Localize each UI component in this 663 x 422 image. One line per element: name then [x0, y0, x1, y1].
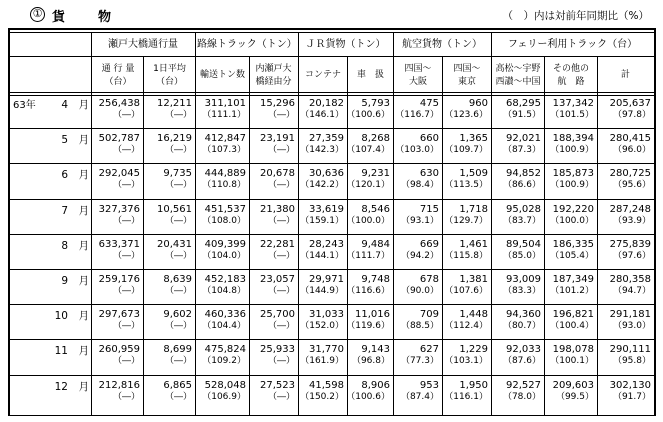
cell-bridge-total-value: 297,673: [98, 309, 140, 321]
cell-air-osaka-ratio: （93.1）: [400, 215, 439, 226]
cell-jr-wagon-value: 8,546: [361, 203, 390, 215]
cell-air-osaka-ratio: （77.3）: [400, 356, 439, 367]
cell-air-osaka-value: 627: [419, 344, 439, 356]
cell-ferry-takamatsu-ratio: （83.7）: [502, 215, 541, 226]
cell-bridge-total-ratio: （―）: [112, 145, 140, 156]
cell-bridge-daily-value: 8,699: [163, 344, 192, 356]
cell-ferry-takamatsu-value: 92,021: [506, 133, 541, 145]
col-sub-ferry-total: 計: [620, 70, 630, 80]
ratio-note: （ ）内は対前年同期比（%）: [502, 10, 649, 22]
cell-jr-container-ratio: （142.3）: [300, 145, 344, 156]
rule-sub-header2: [9, 95, 655, 96]
cell-air-osaka-value: 630: [419, 168, 439, 180]
cell-ferry-other-value: 185,873: [552, 168, 594, 180]
cell-truck-tons-value: 311,101: [204, 98, 246, 109]
cell-air-osaka-ratio: （116.7）: [395, 110, 439, 120]
rule-row-sep: [9, 304, 655, 305]
cell-bridge-daily-ratio: （―）: [164, 391, 192, 402]
cell-truck-tons-value: 412,847: [204, 133, 246, 145]
cell-air-tokyo-ratio: （113.5）: [444, 180, 488, 191]
cell-air-tokyo-value: 1,509: [459, 168, 488, 180]
cell-jr-wagon-ratio: （120.1）: [346, 180, 390, 191]
cell-jr-container-ratio: （161.9）: [300, 356, 344, 367]
cell-air-osaka-ratio: （103.0）: [395, 145, 439, 156]
col-sub-ferry-takamatsu-l1: 高松～宇野: [495, 64, 541, 74]
cell-ferry-total-value: 287,248: [609, 203, 651, 215]
col-sub-air-osaka-l1: 四国～: [404, 64, 432, 74]
cell-jr-wagon-value: 9,748: [361, 274, 390, 285]
cell-ferry-total-value: 302,130: [609, 379, 651, 391]
cell-air-tokyo-value: 960: [468, 98, 488, 109]
cell-bridge-total-value: 292,045: [98, 168, 140, 180]
cell-ferry-other-ratio: （99.5）: [555, 391, 594, 402]
rule-top: [9, 29, 655, 30]
cell-jr-wagon-ratio: （111.7）: [346, 250, 390, 261]
col-sub-jr-wagon: 車 扱: [356, 70, 384, 80]
cell-air-osaka-ratio: （98.4）: [400, 180, 439, 191]
rule-row-sep: [9, 375, 655, 376]
cell-bridge-daily-value: 6,865: [163, 379, 192, 391]
row-year-label: 63年: [13, 100, 36, 111]
cell-bridge-total-ratio: （―）: [112, 250, 140, 261]
cell-truck-tons-value: 451,537: [204, 203, 246, 215]
cell-truck-bridge-ratio: （―）: [267, 215, 295, 226]
col-group-jr: ＪＲ貨物（トン）: [305, 39, 386, 50]
cell-ferry-takamatsu-ratio: （83.3）: [502, 286, 541, 296]
cell-jr-container-value: 27,359: [309, 133, 344, 145]
cell-bridge-daily-ratio: （―）: [164, 286, 192, 296]
cell-truck-tons-value: 452,183: [204, 274, 246, 285]
cell-truck-bridge-value: 23,191: [260, 133, 295, 145]
cell-air-tokyo-ratio: （112.4）: [444, 321, 488, 332]
cell-air-tokyo-ratio: （115.8）: [444, 250, 488, 261]
cell-ferry-takamatsu-value: 89,504: [506, 238, 541, 250]
cell-bridge-total-value: 259,176: [98, 274, 140, 285]
rule-row-sep: [9, 163, 655, 164]
cell-jr-wagon-value: 9,484: [361, 238, 390, 250]
col-sub-bridge-daily-l1: 1日平均: [153, 64, 186, 74]
cell-bridge-total-value: 260,959: [98, 344, 140, 356]
cell-truck-tons-ratio: （109.2）: [202, 356, 246, 367]
cell-ferry-other-ratio: （100.9）: [550, 180, 594, 191]
col-sub-truck-bridge-l1: 内瀬戸大: [255, 64, 292, 74]
rule-row-sep: [9, 269, 655, 270]
cell-truck-tons-value: 475,824: [204, 344, 246, 356]
cell-truck-bridge-ratio: （―）: [267, 391, 295, 402]
cell-truck-tons-ratio: （111.1）: [202, 110, 246, 120]
cell-jr-wagon-ratio: （107.4）: [346, 145, 390, 156]
cell-ferry-total-ratio: （96.0）: [612, 145, 651, 156]
col-sub-bridge-total-l2: （台）: [104, 77, 132, 87]
cell-air-osaka-value: 669: [419, 238, 439, 250]
cell-truck-bridge-ratio: （―）: [267, 110, 295, 120]
cell-air-tokyo-value: 1,448: [459, 309, 488, 321]
cell-bridge-daily-value: 16,219: [157, 133, 192, 145]
rule-row-sep: [9, 339, 655, 340]
cell-air-osaka-value: 678: [419, 274, 439, 285]
cell-jr-wagon-ratio: （100.6）: [346, 110, 390, 120]
cell-bridge-total-ratio: （―）: [112, 321, 140, 332]
cell-ferry-other-ratio: （100.9）: [550, 145, 594, 156]
cell-air-osaka-value: 953: [419, 379, 439, 391]
cell-truck-tons-ratio: （104.0）: [202, 250, 246, 261]
cell-bridge-daily-ratio: （―）: [164, 321, 192, 332]
cell-bridge-total-ratio: （―）: [112, 215, 140, 226]
cell-ferry-other-value: 196,821: [552, 309, 594, 321]
cell-ferry-total-value: 275,839: [609, 238, 651, 250]
col-sub-jr-container: コンテナ: [304, 70, 341, 80]
cell-ferry-takamatsu-value: 68,295: [506, 98, 541, 109]
cell-jr-container-value: 31,033: [309, 309, 344, 321]
cell-truck-bridge-value: 23,057: [260, 274, 295, 285]
row-month-label: 11 月: [54, 345, 89, 358]
cell-bridge-daily-value: 20,431: [157, 238, 192, 250]
rule-right: [654, 29, 655, 415]
cell-truck-bridge-value: 27,523: [260, 379, 295, 391]
cell-truck-bridge-value: 25,700: [260, 309, 295, 321]
cell-ferry-takamatsu-value: 92,527: [506, 379, 541, 391]
cell-ferry-total-value: 205,637: [609, 98, 651, 109]
col-sub-bridge-total-l1: 通 行 量: [101, 64, 135, 74]
col-group-air: 航空貨物（トン）: [402, 39, 482, 50]
cell-jr-wagon-value: 9,143: [361, 344, 390, 356]
cell-ferry-total-ratio: （94.7）: [612, 286, 651, 296]
cell-ferry-takamatsu-value: 95,028: [506, 203, 541, 215]
cell-bridge-total-value: 502,787: [98, 133, 140, 145]
col-sub-air-osaka-l2: 大阪: [408, 77, 427, 87]
cell-ferry-takamatsu-ratio: （87.6）: [502, 356, 541, 367]
cell-ferry-total-ratio: （93.9）: [612, 215, 651, 226]
cell-ferry-takamatsu-ratio: （87.3）: [502, 145, 541, 156]
cell-truck-bridge-ratio: （―）: [267, 286, 295, 296]
cell-bridge-daily-value: 9,735: [163, 168, 192, 180]
cell-ferry-takamatsu-ratio: （91.5）: [502, 110, 541, 120]
cell-truck-tons-ratio: （107.3）: [202, 145, 246, 156]
cell-truck-bridge-value: 22,281: [260, 238, 295, 250]
row-month-label: 9 月: [61, 275, 89, 287]
col-sub-ferry-other-l2: 航 路: [557, 77, 585, 87]
cell-ferry-total-ratio: （95.8）: [612, 356, 651, 367]
cell-ferry-other-value: 187,349: [552, 274, 594, 285]
cell-air-osaka-ratio: （90.0）: [400, 286, 439, 296]
row-month-label: 8 月: [61, 239, 89, 252]
cell-jr-container-ratio: （159.1）: [300, 215, 344, 226]
col-sub-truck-bridge-l2: 橋経由分: [255, 77, 292, 87]
cell-jr-container-ratio: （150.2）: [300, 391, 344, 402]
page-title: 貨 物: [52, 10, 122, 25]
cell-truck-bridge-value: 21,380: [260, 203, 295, 215]
cell-ferry-other-value: 209,603: [552, 379, 594, 391]
cell-ferry-total-ratio: （97.6）: [612, 250, 651, 261]
cell-ferry-takamatsu-ratio: （85.0）: [502, 250, 541, 261]
cell-air-osaka-ratio: （87.4）: [400, 391, 439, 402]
col-group-bridge: 瀬戸大橋通行量: [108, 39, 178, 50]
cell-air-osaka-value: 709: [419, 309, 439, 321]
rule-row-sep: [9, 128, 655, 129]
rule-left: [9, 29, 10, 415]
cell-air-tokyo-value: 1,718: [459, 203, 488, 215]
cell-bridge-daily-ratio: （―）: [164, 145, 192, 156]
cell-bridge-total-value: 327,376: [98, 203, 140, 215]
col-sub-truck-tons: 輸送トン数: [199, 70, 245, 80]
cell-ferry-other-ratio: （105.4）: [550, 250, 594, 261]
cell-bridge-total-value: 633,371: [98, 238, 140, 250]
cell-ferry-total-value: 291,181: [609, 309, 651, 321]
cell-air-osaka-ratio: （88.5）: [400, 321, 439, 332]
cell-bridge-total-ratio: （―）: [112, 356, 140, 367]
cell-air-tokyo-ratio: （103.1）: [444, 356, 488, 367]
cell-bridge-total-ratio: （―）: [112, 180, 140, 191]
cell-jr-container-value: 31,770: [309, 344, 344, 356]
cell-ferry-takamatsu-ratio: （80.7）: [502, 321, 541, 332]
rule-group-header: [9, 56, 655, 57]
cell-ferry-takamatsu-value: 94,360: [506, 309, 541, 321]
col-sub-bridge-daily-l2: （台）: [155, 77, 183, 87]
col-sub-ferry-takamatsu-l2: 西讃～中国: [495, 77, 541, 87]
col-sub-ferry-other-l1: その他の: [552, 64, 589, 74]
cell-air-tokyo-ratio: （116.1）: [444, 391, 488, 402]
cell-ferry-takamatsu-value: 93,009: [506, 274, 541, 285]
cell-truck-tons-value: 528,048: [204, 379, 246, 391]
row-month-label: 7 月: [61, 204, 89, 217]
cell-ferry-other-ratio: （100.0）: [550, 215, 594, 226]
cell-bridge-total-value: 212,816: [98, 379, 140, 391]
cell-jr-container-value: 41,598: [309, 379, 344, 391]
cell-air-tokyo-ratio: （107.6）: [444, 286, 488, 296]
cell-ferry-total-value: 290,111: [609, 344, 651, 356]
rule-top2: [9, 32, 655, 33]
title-row: [0, 4, 663, 26]
cell-bridge-daily-ratio: （―）: [164, 180, 192, 191]
col-group-ferry: フェリー利用トラック（台）: [507, 39, 638, 50]
row-month-label: 12 月: [54, 380, 89, 393]
cell-jr-container-value: 29,971: [309, 274, 344, 285]
cell-jr-wagon-value: 11,016: [355, 309, 390, 321]
cell-air-osaka-value: 475: [419, 98, 439, 109]
rule-row-sep: [9, 234, 655, 235]
cell-ferry-takamatsu-value: 94,852: [506, 168, 541, 180]
cell-truck-tons-ratio: （104.4）: [202, 321, 246, 332]
cell-jr-container-value: 33,619: [309, 203, 344, 215]
cell-air-tokyo-value: 1,461: [459, 238, 488, 250]
cell-jr-wagon-ratio: （100.0）: [346, 215, 390, 226]
col-group-truck: 路線トラック（トン）: [197, 39, 297, 50]
cell-jr-container-ratio: （146.1）: [300, 110, 344, 120]
cell-jr-wagon-ratio: （96.8）: [351, 356, 390, 367]
cell-ferry-total-ratio: （93.0）: [612, 321, 651, 332]
rule-row-sep: [9, 199, 655, 200]
col-sub-air-tokyo-l1: 四国～: [453, 64, 481, 74]
cell-jr-wagon-value: 9,231: [361, 168, 390, 180]
item-number: ①: [30, 7, 45, 22]
cell-jr-container-value: 30,636: [309, 168, 344, 180]
cell-air-tokyo-ratio: （123.6）: [444, 110, 488, 120]
cell-truck-tons-ratio: （108.0）: [202, 215, 246, 226]
cell-bridge-daily-value: 8,639: [163, 274, 192, 285]
cell-ferry-total-ratio: （97.8）: [612, 110, 651, 120]
cell-air-osaka-value: 660: [419, 133, 439, 145]
cell-jr-container-value: 28,243: [309, 238, 344, 250]
cell-ferry-other-value: 192,220: [552, 203, 594, 215]
row-month-label: 6 月: [61, 169, 89, 182]
row-month-label: 5 月: [61, 134, 89, 147]
cell-jr-wagon-ratio: （116.6）: [346, 286, 390, 296]
cell-ferry-other-value: 188,394: [552, 133, 594, 145]
cell-truck-tons-value: 409,399: [204, 238, 246, 250]
cell-ferry-other-ratio: （100.1）: [550, 356, 594, 367]
cell-bridge-daily-value: 9,602: [163, 309, 192, 321]
cell-jr-container-ratio: （152.0）: [300, 321, 344, 332]
rule-sub-header: [9, 92, 655, 93]
cell-bridge-daily-ratio: （―）: [164, 215, 192, 226]
cell-ferry-total-value: 280,725: [609, 168, 651, 180]
row-month-label: 4 月: [61, 99, 89, 111]
cell-ferry-total-ratio: （91.7）: [612, 391, 651, 402]
cell-ferry-other-ratio: （101.5）: [550, 110, 594, 120]
cell-jr-wagon-value: 5,793: [361, 98, 390, 109]
row-month-label: 10 月: [54, 310, 89, 323]
data-table: [8, 28, 656, 416]
cell-jr-container-value: 20,182: [309, 98, 344, 109]
cell-bridge-daily-value: 10,561: [157, 203, 192, 215]
cell-truck-tons-value: 444,889: [204, 168, 246, 180]
cell-jr-wagon-value: 8,906: [361, 379, 390, 391]
cell-ferry-takamatsu-ratio: （86.6）: [502, 180, 541, 191]
cell-truck-bridge-value: 20,678: [260, 168, 295, 180]
cell-bridge-daily-value: 12,211: [157, 98, 192, 109]
cell-jr-container-ratio: （142.2）: [300, 180, 344, 191]
cell-truck-bridge-ratio: （―）: [267, 250, 295, 261]
cell-ferry-total-value: 280,415: [609, 133, 651, 145]
cell-bridge-daily-ratio: （―）: [164, 250, 192, 261]
cell-truck-tons-ratio: （110.8）: [202, 180, 246, 191]
cell-bridge-total-ratio: （―）: [112, 391, 140, 402]
cell-truck-bridge-ratio: （―）: [267, 145, 295, 156]
cell-ferry-takamatsu-value: 92,033: [506, 344, 541, 356]
cell-air-tokyo-value: 1,365: [459, 133, 488, 145]
cell-jr-wagon-value: 8,268: [361, 133, 390, 145]
cell-air-tokyo-value: 1,381: [459, 274, 488, 285]
cell-ferry-takamatsu-ratio: （78.0）: [502, 391, 541, 402]
cell-air-tokyo-ratio: （129.7）: [444, 215, 488, 226]
cell-truck-tons-ratio: （106.9）: [202, 391, 246, 402]
col-sub-air-tokyo-l2: 東京: [457, 77, 476, 87]
cell-ferry-other-value: 186,335: [552, 238, 594, 250]
cell-ferry-other-value: 198,078: [552, 344, 594, 356]
cell-bridge-total-value: 256,438: [98, 98, 140, 109]
cell-ferry-other-ratio: （101.2）: [550, 286, 594, 296]
cell-bridge-total-ratio: （―）: [112, 286, 140, 296]
cell-air-osaka-value: 715: [419, 203, 439, 215]
cell-truck-bridge-ratio: （―）: [267, 180, 295, 191]
cell-air-osaka-ratio: （94.2）: [400, 250, 439, 261]
cell-bridge-total-ratio: （―）: [112, 110, 140, 120]
cell-truck-tons-value: 460,336: [204, 309, 246, 321]
cell-ferry-total-ratio: （95.6）: [612, 180, 651, 191]
cell-jr-wagon-ratio: （119.6）: [346, 321, 390, 332]
cell-jr-container-ratio: （144.9）: [300, 286, 344, 296]
cell-ferry-other-ratio: （100.4）: [550, 321, 594, 332]
cell-truck-bridge-value: 25,933: [260, 344, 295, 356]
cell-ferry-other-value: 137,342: [552, 98, 594, 109]
cell-ferry-total-value: 280,358: [609, 274, 651, 285]
cell-jr-wagon-ratio: （100.6）: [346, 391, 390, 402]
cell-truck-bridge-ratio: （―）: [267, 321, 295, 332]
cell-bridge-daily-ratio: （―）: [164, 356, 192, 367]
cell-air-tokyo-value: 1,950: [459, 379, 488, 391]
cell-jr-container-ratio: （144.1）: [300, 250, 344, 261]
cell-truck-tons-ratio: （104.8）: [202, 286, 246, 296]
cell-air-tokyo-value: 1,229: [459, 344, 488, 356]
cell-truck-bridge-ratio: （―）: [267, 356, 295, 367]
cell-air-tokyo-ratio: （109.7）: [444, 145, 488, 156]
cell-bridge-daily-ratio: （―）: [164, 110, 192, 120]
cell-truck-bridge-value: 15,296: [260, 98, 295, 109]
